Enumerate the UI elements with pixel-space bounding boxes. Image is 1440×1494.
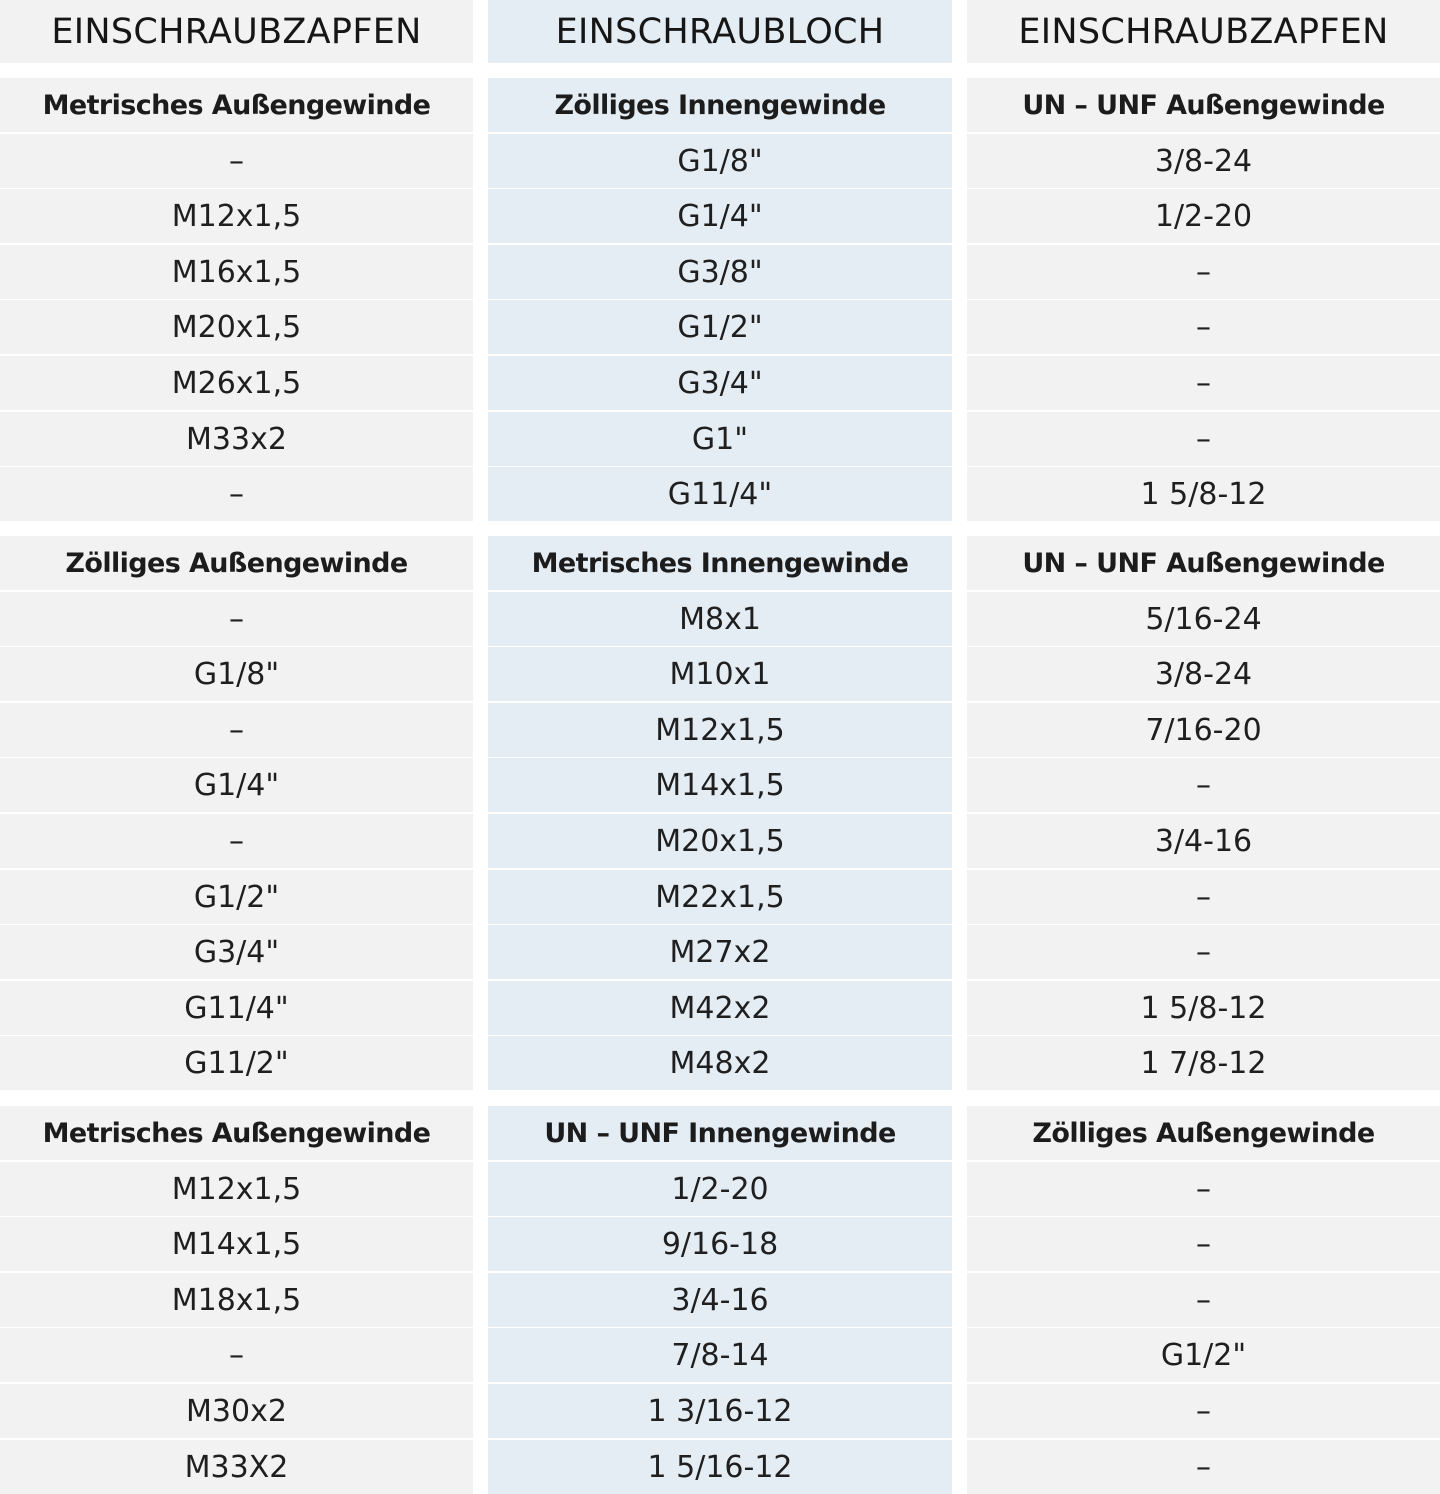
- table-cell: G1/4": [488, 189, 952, 243]
- table-cell: G1/2": [488, 300, 952, 354]
- table-cell: 9/16-18: [488, 1217, 952, 1271]
- table-cell: 3/4-16: [488, 1273, 952, 1327]
- table-cell: M27x2: [488, 925, 952, 979]
- table-cell: 5/16-24: [967, 592, 1440, 646]
- table-cell: M10x1: [488, 647, 952, 701]
- section-subheader: UN – UNF Außengewinde: [967, 536, 1440, 590]
- table-cell: M22x1,5: [488, 870, 952, 924]
- table-cell: 1/2-20: [967, 189, 1440, 243]
- table-cell: –: [967, 1384, 1440, 1438]
- table-cell: M48x2: [488, 1036, 952, 1090]
- table-cell: –: [967, 412, 1440, 466]
- table-cell: –: [0, 592, 473, 646]
- table-cell: –: [967, 356, 1440, 410]
- table-cell: G11/4": [488, 467, 952, 521]
- table-cell: G1/4": [0, 758, 473, 812]
- table-cell: G3/4": [0, 925, 473, 979]
- table-cell: 3/8-24: [967, 647, 1440, 701]
- section-subheader: Zölliges Außengewinde: [0, 536, 473, 590]
- table-cell: –: [0, 134, 473, 188]
- table-cell: G1/2": [967, 1328, 1440, 1382]
- table-cell: –: [967, 1217, 1440, 1271]
- table-cell: –: [0, 467, 473, 521]
- table-cell: –: [967, 870, 1440, 924]
- column-header: EINSCHRAUBLOCH: [488, 0, 952, 63]
- table-cell: M26x1,5: [0, 356, 473, 410]
- table-cell: M33X2: [0, 1440, 473, 1494]
- table-cell: M20x1,5: [488, 814, 952, 868]
- table-cell: M33x2: [0, 412, 473, 466]
- table-cell: 3/8-24: [967, 134, 1440, 188]
- section-subheader: Zölliges Innengewinde: [488, 78, 952, 132]
- table-cell: M30x2: [0, 1384, 473, 1438]
- table-cell: M8x1: [488, 592, 952, 646]
- table-cell: M16x1,5: [0, 245, 473, 299]
- table-cell: 1 3/16-12: [488, 1384, 952, 1438]
- table-cell: –: [0, 1328, 473, 1382]
- section-subheader: Metrisches Innengewinde: [488, 536, 952, 590]
- table-cell: 1 5/16-12: [488, 1440, 952, 1494]
- table-cell: M12x1,5: [0, 189, 473, 243]
- table-cell: 1 5/8-12: [967, 467, 1440, 521]
- table-cell: G11/2": [0, 1036, 473, 1090]
- table-cell: M12x1,5: [0, 1162, 473, 1216]
- table-cell: –: [967, 245, 1440, 299]
- table-cell: 7/8-14: [488, 1328, 952, 1382]
- section-subheader: Metrisches Außengewinde: [0, 1106, 473, 1160]
- table-cell: –: [967, 758, 1440, 812]
- table-cell: –: [967, 1162, 1440, 1216]
- section-subheader: UN – UNF Außengewinde: [967, 78, 1440, 132]
- table-cell: G1": [488, 412, 952, 466]
- table-cell: M18x1,5: [0, 1273, 473, 1327]
- table-cell: G3/4": [488, 356, 952, 410]
- table-cell: 7/16-20: [967, 703, 1440, 757]
- table-cell: M12x1,5: [488, 703, 952, 757]
- table-cell: –: [967, 1440, 1440, 1494]
- table-cell: G1/8": [0, 647, 473, 701]
- section-subheader: UN – UNF Innengewinde: [488, 1106, 952, 1160]
- table-cell: M14x1,5: [0, 1217, 473, 1271]
- table-cell: G1/8": [488, 134, 952, 188]
- table-cell: M20x1,5: [0, 300, 473, 354]
- column-header: EINSCHRAUBZAPFEN: [0, 0, 473, 63]
- section-subheader: Zölliges Außengewinde: [967, 1106, 1440, 1160]
- table-cell: M42x2: [488, 981, 952, 1035]
- table-cell: 1 7/8-12: [967, 1036, 1440, 1090]
- table-cell: –: [967, 925, 1440, 979]
- table-cell: –: [967, 1273, 1440, 1327]
- column-header: EINSCHRAUBZAPFEN: [967, 0, 1440, 63]
- table-cell: G3/8": [488, 245, 952, 299]
- table-cell: G11/4": [0, 981, 473, 1035]
- table-cell: G1/2": [0, 870, 473, 924]
- section-subheader: Metrisches Außengewinde: [0, 78, 473, 132]
- table-cell: –: [0, 703, 473, 757]
- table-cell: –: [0, 814, 473, 868]
- table-cell: 1 5/8-12: [967, 981, 1440, 1035]
- table-cell: 3/4-16: [967, 814, 1440, 868]
- table-cell: M14x1,5: [488, 758, 952, 812]
- table-cell: –: [967, 300, 1440, 354]
- table-cell: 1/2-20: [488, 1162, 952, 1216]
